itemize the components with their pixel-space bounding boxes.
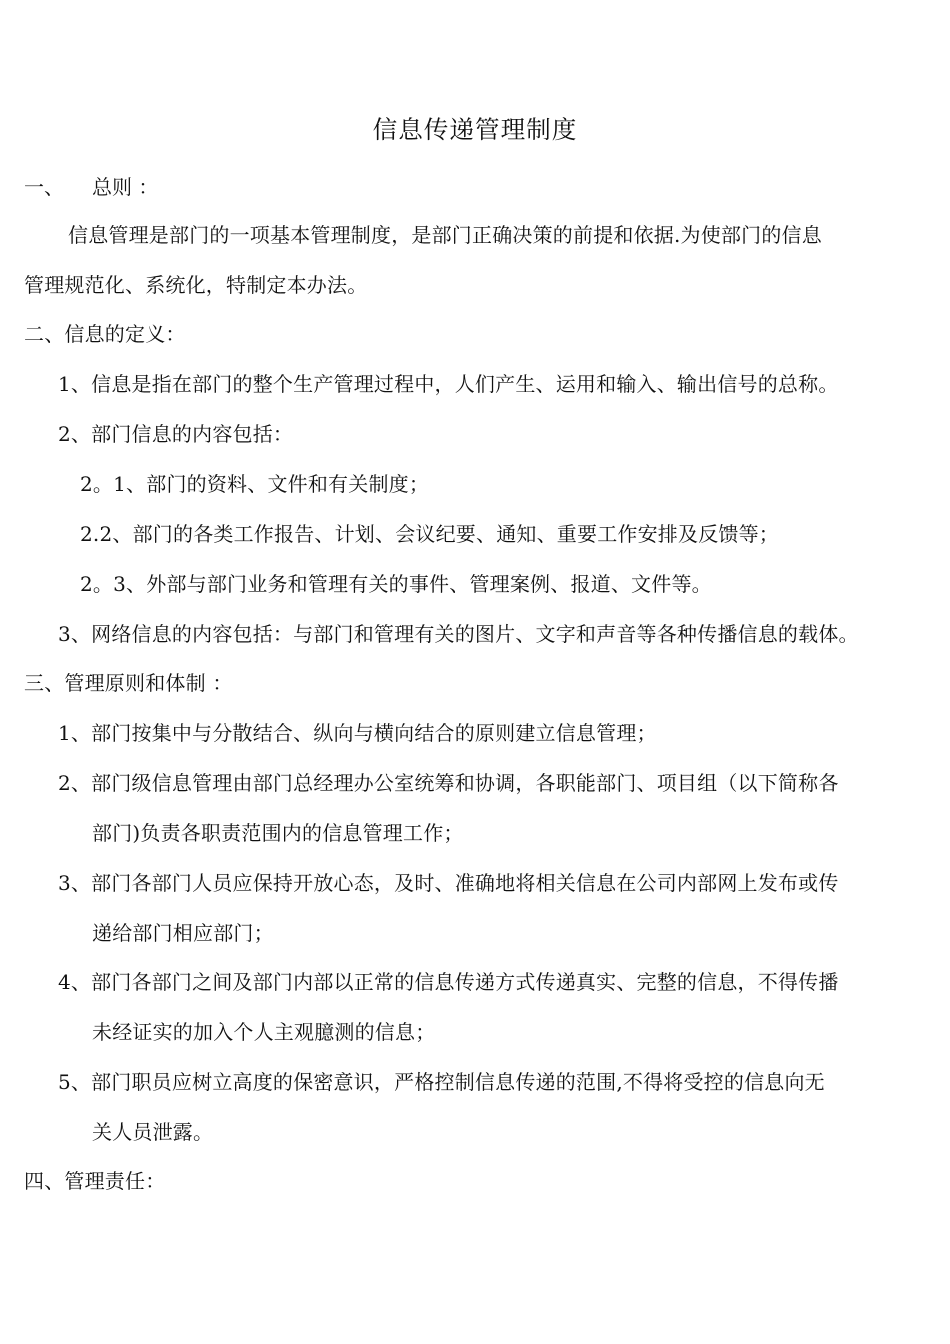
section-2-item-2: 2、部门信息的内容包括： xyxy=(58,422,294,446)
section-3-item-4-line-1: 4、部门各部门之间及部门内部以正常的信息传递方式传递真实、完整的信息，不得传播 xyxy=(58,970,839,994)
section-3-item-2-line-2: 部门)负责各职责范围内的信息管理工作； xyxy=(92,821,464,845)
section-3-item-2-line-1: 2、部门级信息管理由部门总经理办公室统筹和协调，各职能部门、项目组（以下简称各 xyxy=(58,771,839,795)
section-1-number: 一、 xyxy=(24,175,64,199)
section-2-item-2-3: 2。3、外部与部门业务和管理有关的事件、管理案例、报道、文件等。 xyxy=(80,572,712,596)
section-2-item-3: 3、网络信息的内容包括：与部门和管理有关的图片、文字和声音等各种传播信息的载体。 xyxy=(58,622,859,646)
section-3-heading: 三、管理原则和体制 ： xyxy=(24,671,233,695)
section-3-item-5-line-2: 关人员泄露。 xyxy=(92,1120,214,1144)
section-2-item-2-1: 2。1、部门的资料、文件和有关制度； xyxy=(80,472,430,496)
section-2-item-2-2: 2.2、部门的各类工作报告、计划、会议纪要、通知、重要工作安排及反馈等； xyxy=(80,522,780,546)
section-1-paragraph-line-2: 管理规范化、系统化，特制定本办法。 xyxy=(24,273,368,297)
section-3-item-5-line-1: 5、部门职员应树立高度的保密意识，严格控制信息传递的范围,不得将受控的信息向无 xyxy=(58,1070,825,1094)
section-1-heading: 总则 ： xyxy=(92,175,159,199)
section-4-heading: 四、管理责任： xyxy=(24,1169,166,1193)
section-3-item-3-line-2: 递给部门相应部门； xyxy=(92,921,274,945)
section-2-item-1: 1、信息是指在部门的整个生产管理过程中，人们产生、运用和输入、输出信号的总称。 xyxy=(58,372,839,396)
section-3-item-3-line-1: 3、部门各部门人员应保持开放心态，及时、准确地将相关信息在公司内部网上发布或传 xyxy=(58,871,839,895)
section-3-item-1: 1、部门按集中与分散结合、纵向与横向结合的原则建立信息管理； xyxy=(58,721,657,745)
section-2-heading: 二、信息的定义： xyxy=(24,322,186,346)
page-title: 信息传递管理制度 xyxy=(372,115,578,144)
section-3-item-4-line-2: 未经证实的加入个人主观臆测的信息； xyxy=(92,1020,436,1044)
section-1-paragraph-line-1: 信息管理是部门的一项基本管理制度，是部门正确决策的前提和依据.为使部门的信息 xyxy=(68,223,822,247)
